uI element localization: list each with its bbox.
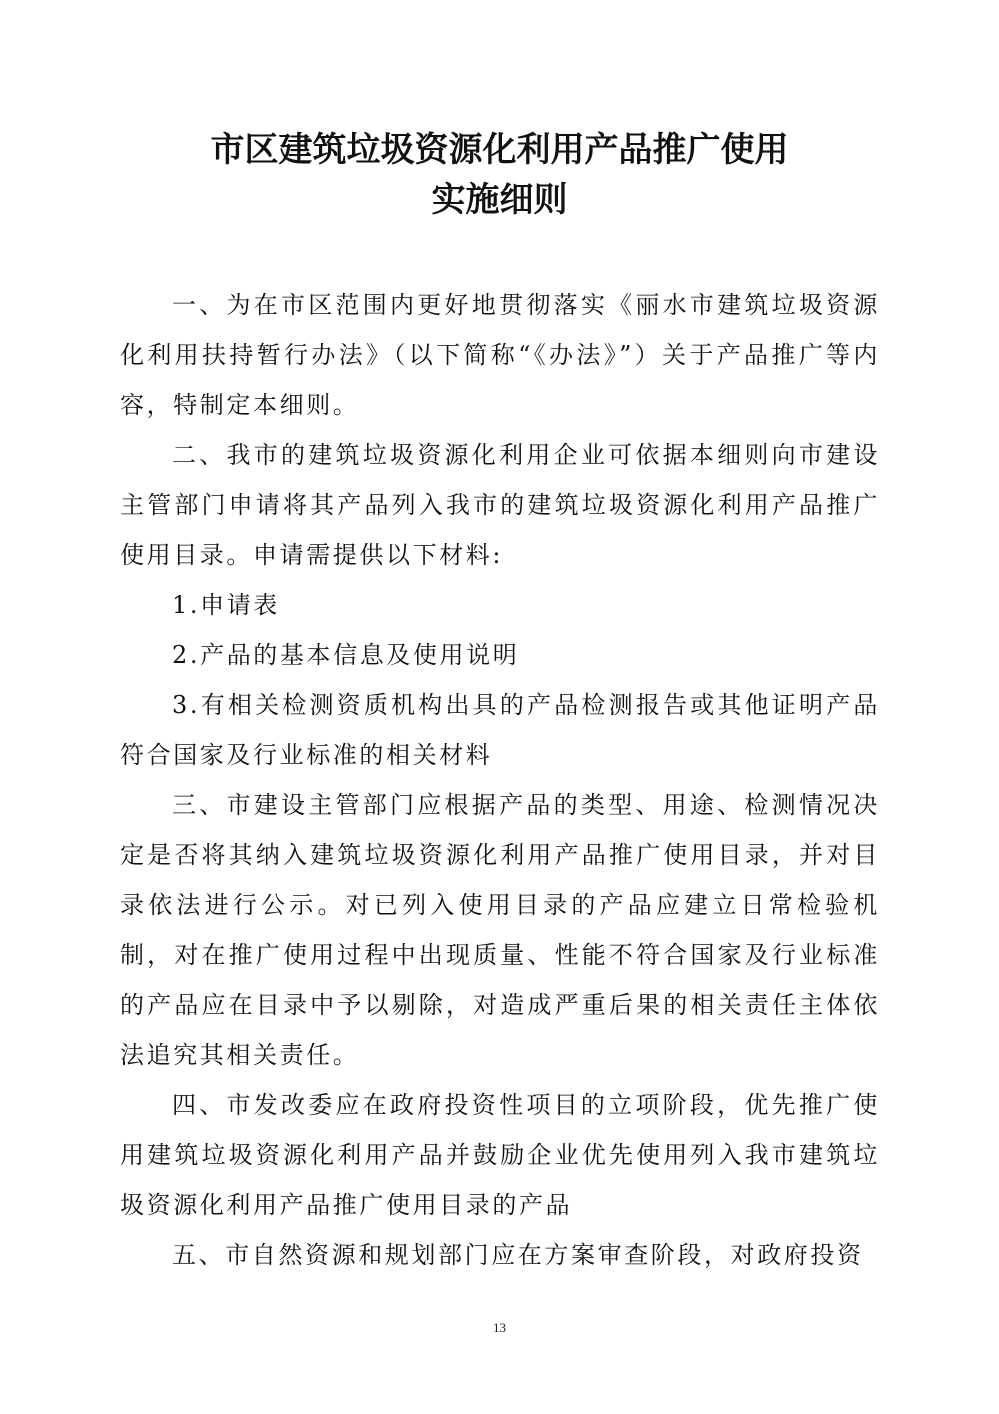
- paragraph-2: 二、我市的建筑垃圾资源化利用企业可依据本细则向市建设主管部门申请将其产品列入我市的建筑垃圾资源化利用产品推广使用目录。申请需提供以下材料:: [120, 441, 880, 569]
- page-number: 13: [493, 1320, 506, 1335]
- document-title-line-2: 实施细则: [431, 180, 568, 220]
- list-item-1: 1.申请表: [172, 591, 280, 619]
- list-item-2: 2.产品的基本信息及使用说明: [172, 641, 520, 669]
- paragraph-5: 五、市自然资源和规划部门应在方案审查阶段，对政府投资: [172, 1241, 864, 1269]
- paragraph-4: 四、市发改委应在政府投资性项目的立项阶段，优先推广使用建筑垃圾资源化利用产品并鼓励企业优先使用列入我市建筑垃圾资源化利用产品推广使用目录的产品: [120, 1091, 880, 1219]
- document-title-line-1: 市区建筑垃圾资源化利用产品推广使用: [210, 130, 789, 170]
- paragraph-3: 三、市建设主管部门应根据产品的类型、用途、检测情况决定是否将其纳入建筑垃圾资源化利用产品推广使用目录，并对目录依法进行公示。对已列入使用目录的产品应建立日常检验机制，对在推广使用过程中出现质量、性能不符合国家及行业标准的产品应在目录中予以剔除，对造成严重后果的相关责任主体依法追究其相关责任。: [120, 791, 880, 1069]
- document-body: [120, 280, 880, 1280]
- list-item-3: 3.有相关检测资质机构出具的产品检测报告或其他证明产品符合国家及行业标准的相关材料: [120, 691, 880, 769]
- paragraph-1: 一、为在市区范围内更好地贯彻落实《丽水市建筑垃圾资源化利用扶持暂行办法》（以下简称“《办法》”）关于产品推广等内容，特制定本细则。: [120, 291, 880, 419]
